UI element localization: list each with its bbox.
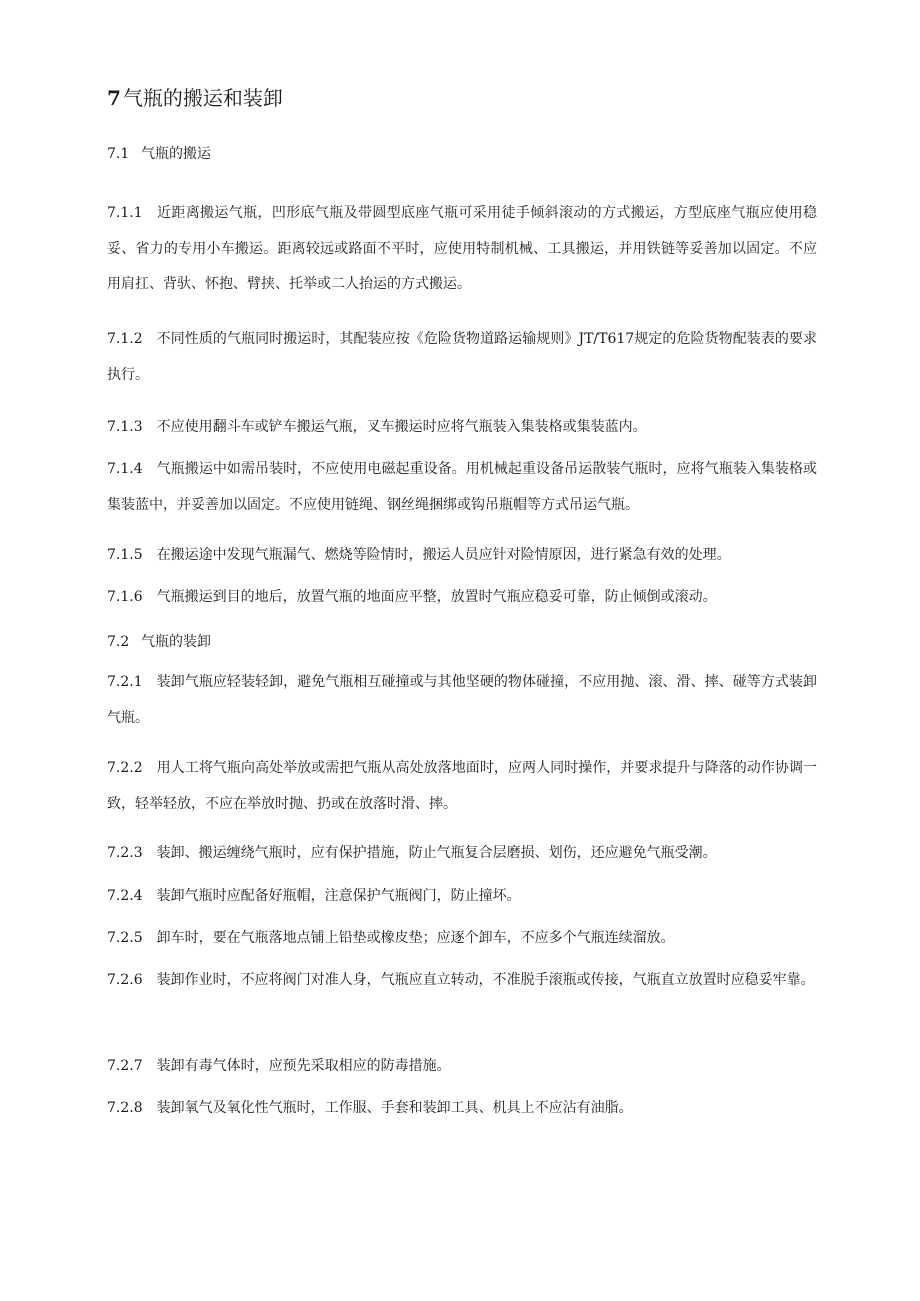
clause-number: 7.2.4 — [107, 888, 143, 904]
section-title-text: 气瓶的搬运 — [141, 146, 211, 162]
clause-number: 7.1.6 — [107, 589, 143, 605]
clause-number: 7.2.5 — [107, 930, 143, 946]
clause-text: 近距离搬运气瓶，凹形底气瓶及带圆型底座气瓶可采用徒手倾斜滚动的方式搬运，方型底座气瓶应使用稳妥、省力的专用小车搬运。距离较远或路面不平时，应使用特制机械、工具搬运，并用铁链等妥善加以固定。不应用肩扛、背驮、怀抱、臂挟、托举或二人抬运的方式搬运。 — [107, 205, 817, 292]
clause-number: 7.1.3 — [107, 419, 143, 435]
chapter-title — [107, 84, 283, 112]
clause-number: 7.1.4 — [107, 461, 143, 477]
clause-text: 不应使用翻斗车或铲车搬运气瓶，叉车搬运时应将气瓶装入集装格或集装蓝内。 — [156, 419, 647, 435]
clause-text: 不同性质的气瓶同时搬运时，其配装应按《危险货物道路运输规则》JT/T617规定的危险货物配装表的要求执行。 — [107, 331, 817, 383]
clause-number: 7.1.2 — [107, 331, 143, 347]
clause-text: 装卸气瓶应轻装轻卸，避免气瓶相互碰撞或与其他坚硬的物体碰撞，不应用抛、滚、滑、摔、碰等方式装卸气瓶。 — [107, 674, 817, 726]
clause-text: 装卸气瓶时应配备好瓶帽，注意保护气瓶阀门，防止撞坏。 — [156, 888, 521, 904]
clause-7-1-4 — [107, 452, 817, 523]
clause-7-2-1 — [107, 665, 817, 736]
clause-number: 7.2.7 — [107, 1058, 143, 1074]
clause-number: 7.1.1 — [107, 205, 143, 221]
clause-number: 7.2.8 — [107, 1100, 143, 1116]
clause-number: 7.2.3 — [107, 845, 143, 861]
clause-7-1-6 — [107, 580, 817, 616]
clause-7-2-6 — [107, 963, 817, 999]
clause-text: 装卸有毒气体时，应预先采取相应的防毒措施。 — [156, 1058, 451, 1074]
clause-number: 7.1.5 — [107, 547, 143, 563]
clause-number: 7.2.6 — [107, 972, 143, 988]
section-title-text: 气瓶的装卸 — [141, 634, 211, 650]
clause-text: 装卸作业时，不应将阀门对准人身，气瓶应直立转动，不准脱手滚瓶或传接，气瓶直立放置时应稳妥牢靠。 — [156, 972, 815, 988]
clause-7-1-2 — [107, 322, 817, 393]
clause-text: 在搬运途中发现气瓶漏气、燃烧等险情时，搬运人员应针对险情原因，进行紧急有效的处理。 — [156, 547, 731, 563]
chapter-number: 7 — [107, 86, 121, 110]
section-title-7-2 — [107, 632, 211, 652]
clause-number: 7.2.1 — [107, 674, 143, 690]
clause-7-2-5 — [107, 921, 817, 957]
clause-7-2-7 — [107, 1049, 817, 1085]
clause-7-2-3 — [107, 836, 817, 872]
clause-7-1-1 — [107, 196, 817, 303]
clause-text: 气瓶搬运中如需吊装时，不应使用电磁起重设备。用机械起重设备吊运散装气瓶时，应将气瓶装入集装格或集装蓝中，并妥善加以固定。不应使用链绳、钢丝绳捆绑或钩吊瓶帽等方式吊运气瓶。 — [107, 461, 817, 513]
clause-7-1-5 — [107, 538, 817, 574]
clause-7-2-4 — [107, 879, 817, 915]
section-number: 7.2 — [107, 634, 130, 650]
chapter-title-text: 气瓶的搬运和装卸 — [122, 86, 283, 110]
clause-text: 卸车时，要在气瓶落地点铺上铅垫或橡皮垫；应逐个卸车，不应多个气瓶连续溜放。 — [156, 930, 675, 946]
clause-text: 装卸、搬运缠绕气瓶时，应有保护措施，防止气瓶复合层磨损、划伤，还应避免气瓶受潮。 — [156, 845, 717, 861]
section-number: 7.1 — [107, 146, 130, 162]
clause-7-2-8 — [107, 1091, 817, 1127]
section-title-7-1 — [107, 144, 211, 164]
clause-number: 7.2.2 — [107, 760, 143, 776]
clause-7-1-3 — [107, 410, 817, 446]
clause-text: 用人工将气瓶向高处举放或需把气瓶从高处放落地面时，应两人同时操作，并要求提升与降落的动作协调一致，轻举轻放，不应在举放时抛、扔或在放落时滑、摔。 — [107, 760, 817, 812]
clause-text: 装卸氧气及氧化性气瓶时，工作服、手套和装卸工具、机具上不应沾有油脂。 — [156, 1100, 633, 1116]
clause-text: 气瓶搬运到目的地后，放置气瓶的地面应平整，放置时气瓶应稳妥可靠，防止倾倒或滚动。 — [156, 589, 717, 605]
clause-7-2-2 — [107, 751, 817, 822]
